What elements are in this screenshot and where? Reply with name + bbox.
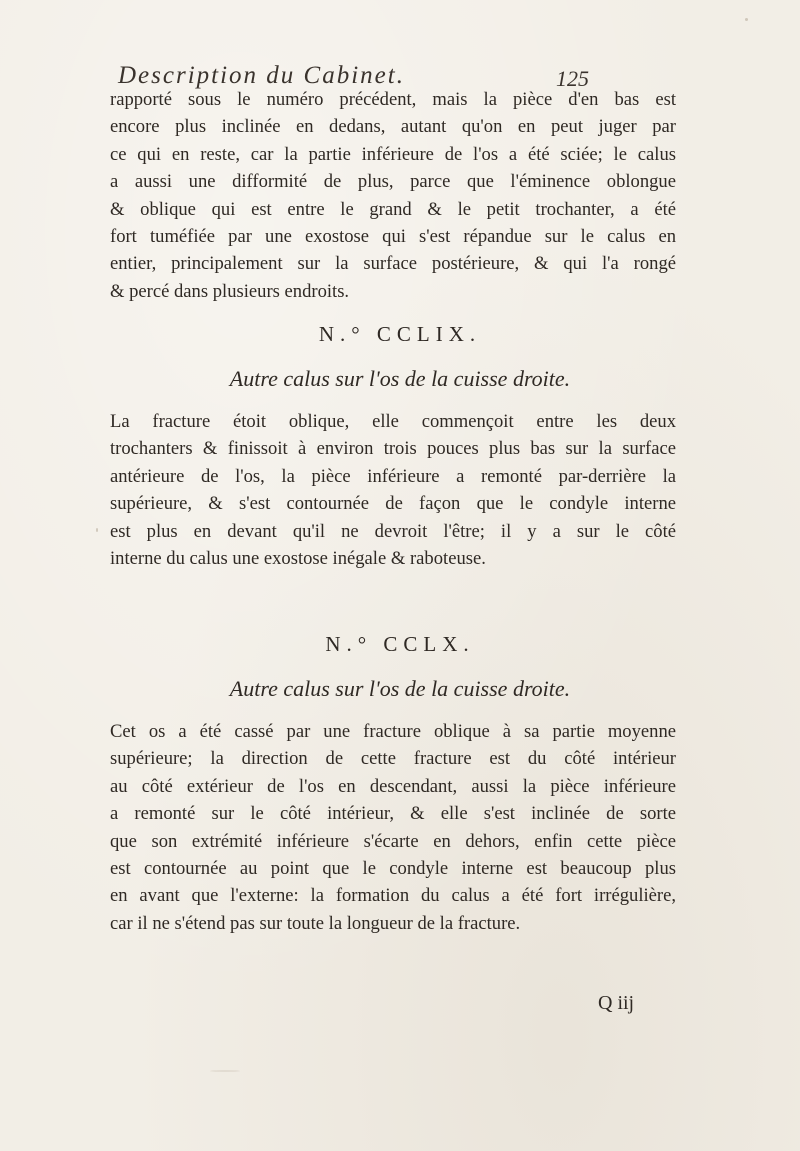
entry-body-cclix <box>110 408 676 572</box>
running-title: Description du Cabinet. <box>118 62 405 89</box>
intro-paragraph <box>110 86 676 305</box>
paper-speck <box>745 18 748 21</box>
text-line: entier, principalement sur la surface postérieure, & qui l'a rongé <box>110 253 676 275</box>
text-line: a aussi une difformité de plus, parce que l'éminence oblongue <box>110 171 676 193</box>
text-line: antérieure de l'os, la pièce inférieure a remonté par-derrière la <box>110 465 676 487</box>
entry-number-cclx: N.° CCLX. <box>325 632 475 656</box>
entry-title-cclx: Autre calus sur l'os de la cuisse droite. <box>229 676 571 701</box>
text-line: fort tuméfiée par une exostose qui s'est répandue sur le calus en <box>110 226 676 248</box>
text-line: car il ne s'étend pas sur toute la longueur de la fracture. <box>110 912 521 934</box>
text-line: supérieure, & s'est contournée de façon que le condyle interne <box>110 493 676 515</box>
text-line: & percé dans plusieurs endroits. <box>110 280 350 302</box>
entry-title-cclix: Autre calus sur l'os de la cuisse droite. <box>229 366 571 391</box>
text-line: a remonté sur le côté intérieur, & elle s'est inclinée de sorte <box>110 803 676 825</box>
text-line: ce qui en reste, car la partie inférieure de l'os a été sciée; le calus <box>110 143 676 165</box>
entry-number-cclix: N.° CCLIX. <box>318 322 482 346</box>
text-line: est contournée au point que le condyle interne est beaucoup plus <box>110 858 676 880</box>
text-line: La fracture étoit oblique, elle commençoit entre les deux <box>110 411 676 432</box>
text-line: trochanters & finissoit à environ trois pouces plus bas sur la surface <box>110 438 676 460</box>
page-number: 125 <box>556 66 589 91</box>
text-line: encore plus inclinée en dedans, autant qu'on en peut juger par <box>110 116 676 138</box>
text-line: que son extrémité inférieure s'écarte en dehors, enfin cette pièce <box>110 830 676 852</box>
text-line: rapporté sous le numéro précédent, mais la pièce d'en bas est <box>110 89 676 110</box>
text-line: au côté extérieur de l'os en descendant, aussi la pièce inférieure <box>110 775 676 797</box>
text-line: en avant que l'externe: la formation du calus a été fort irrégulière, <box>110 885 676 907</box>
paper-speck <box>96 528 98 532</box>
entry-body-cclx <box>110 718 676 937</box>
text-line: supérieure; la direction de cette fracture est du côté intérieur <box>110 748 676 770</box>
text-line: interne du calus une exostose inégale & raboteuse. <box>110 548 486 570</box>
paper-speck <box>210 1070 240 1072</box>
text-line: Cet os a été cassé par une fracture oblique à sa partie moyenne <box>110 721 676 742</box>
text-line: est plus en devant qu'il ne devroit l'être; il y a sur le côté <box>110 520 676 542</box>
signature-mark: Q iij <box>598 992 635 1014</box>
text-line: & oblique qui est entre le grand & le petit trochanter, a été <box>110 198 676 220</box>
